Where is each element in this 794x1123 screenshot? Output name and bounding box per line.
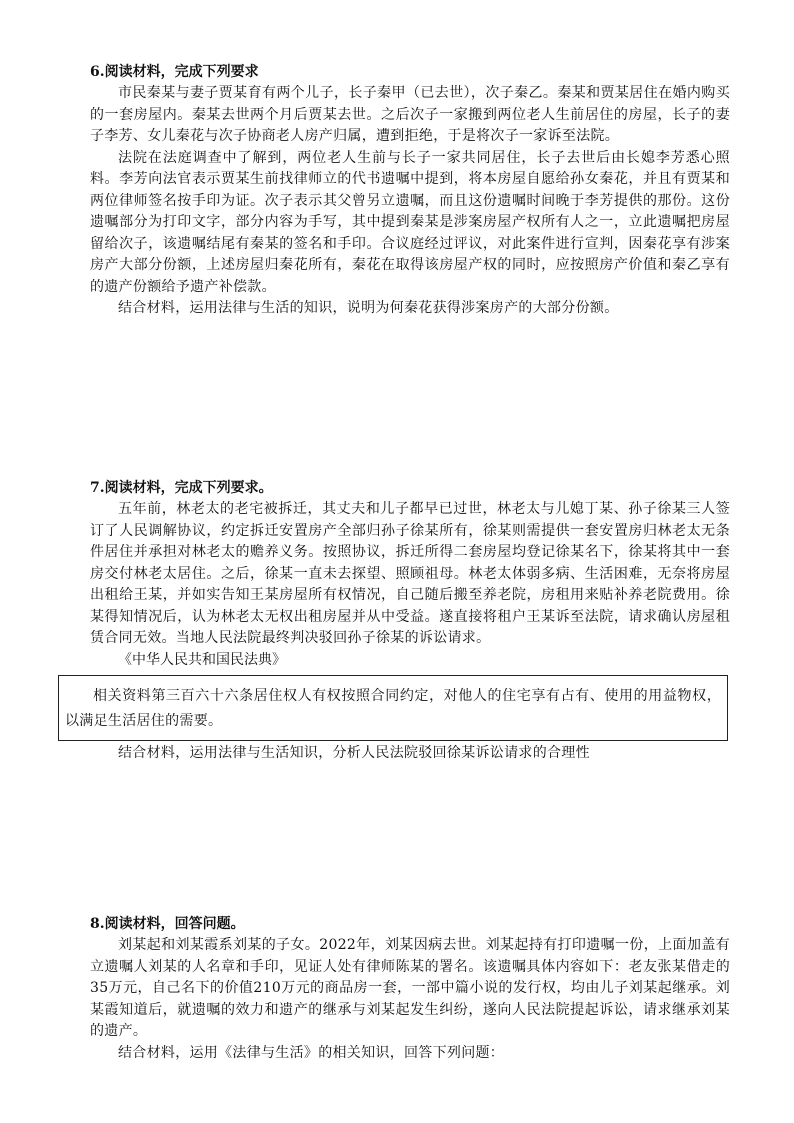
question-8-paragraph-1: 刘某起和刘某霞系刘某的子女。2022年，刘某因病去世。刘某起持有打印遗嘱一份，上面加盖有立遗嘱人刘某的人名章和手印，见证人处有律师陈某的署名。该遗嘱具体内容如下：老友张某借走的35万元，自己名下的价值210万元的商品房一套，一部中篇小说的发行权，均由儿子刘某起继承。刘某霞知道后，就遗嘱的效力和遗产的继承与刘某起发生纠纷，遂向人民法院提起诉讼，请求继承刘某的遗产。 xyxy=(90,937,730,1039)
question-7-legal-excerpt: 相关资料第三百六十六条居住权人有权按照合同约定，对他人的住宅享有占有、使用的用益物权，以满足生活居住的需要。 xyxy=(65,688,721,729)
question-7-source: 《中华人民共和国民法典》 xyxy=(118,651,286,668)
question-8-title: 8.阅读材料，回答问题。 xyxy=(90,916,245,932)
question-6-prompt: 结合材料，运用法律与生活的知识，说明为何秦花获得涉案房产的大部分份额。 xyxy=(118,300,619,316)
question-6-paragraph-1: 市民秦某与妻子贾某育有两个儿子，长子秦甲（已去世），次子秦乙。秦某和贾某居住在婚内购买的一套房屋内。秦某去世两个月后贾某去世。之后次子一家搬到两位老人生前居住的房屋，长子的妻子李芳、女儿秦花与次子协商老人房产归属，遭到拒绝，于是将次子一家诉至法院。 xyxy=(90,85,730,144)
question-8-prompt: 结合材料，运用《法律与生活》的相关知识，回答下列问题： xyxy=(118,1044,505,1061)
question-6-paragraph-2: 法院在法庭调查中了解到，两位老人生前与长子一家共同居住，长子去世后由长媳李芳悉心照料。李芳向法官表示贾某生前找律师立的代书遗嘱中提到，将本房屋自愿给孙女秦花，并且有贾某和两位律师签名按手印为证。次子表示其父曾另立遗嘱，而且这份遗嘱时间晚于李芳提供的那份。这份遗嘱部分为打印文字，部分内容为手写，其中提到秦某是涉案房屋产权所有人之一，立此遗嘱把房屋留给次子，该遗嘱结尾有秦某的签名和手印。合议庭经过评议，对此案件进行宣判，因秦花享有涉案房产大部分份额，上述房屋归秦花所有，秦花在取得该房屋产权的同时，应按照房产价值和秦乙享有的遗产份额给予遗产补偿款。 xyxy=(90,149,730,295)
question-8 xyxy=(90,914,730,1064)
question-7 xyxy=(65,478,730,765)
question-6 xyxy=(90,62,730,320)
question-7-title: 7.阅读材料，完成下列要求。 xyxy=(90,480,273,496)
question-7-paragraph-1: 五年前，林老太的老宅被拆迁，其丈夫和儿子都早已过世，林老太与儿媳丁某、孙子徐某三人签订了人民调解协议，约定拆迁安置房产全部归孙子徐某所有，徐某则需提供一套安置房归林老太无条件居住并承担对林老太的赡养义务。按照协议，拆迁所得二套房屋均登记徐某名下，徐某将其中一套房交付林老太居住。之后，徐某一直未去探望、照顾祖母。林老太体弱多病、生活困难，无奈将房屋出租给王某，并如实告知王某房屋所有权情况，自己随后搬至养老院，房租用来贴补养老院费用。徐某得知情况后，认为林老太无权出租房屋并从中受益。遂直接将租户王某诉至法院，请求确认房屋租赁合同无效。当地人民法院最终判决驳回孙子徐某的诉讼请求。 xyxy=(90,501,730,646)
question-7-prompt: 结合材料，运用法律与生活知识，分析人民法院驳回徐某诉讼请求的合理性 xyxy=(118,745,590,761)
question-6-title: 6.阅读材料，完成下列要求 xyxy=(90,64,259,80)
question-7-legal-excerpt-box xyxy=(58,675,728,741)
